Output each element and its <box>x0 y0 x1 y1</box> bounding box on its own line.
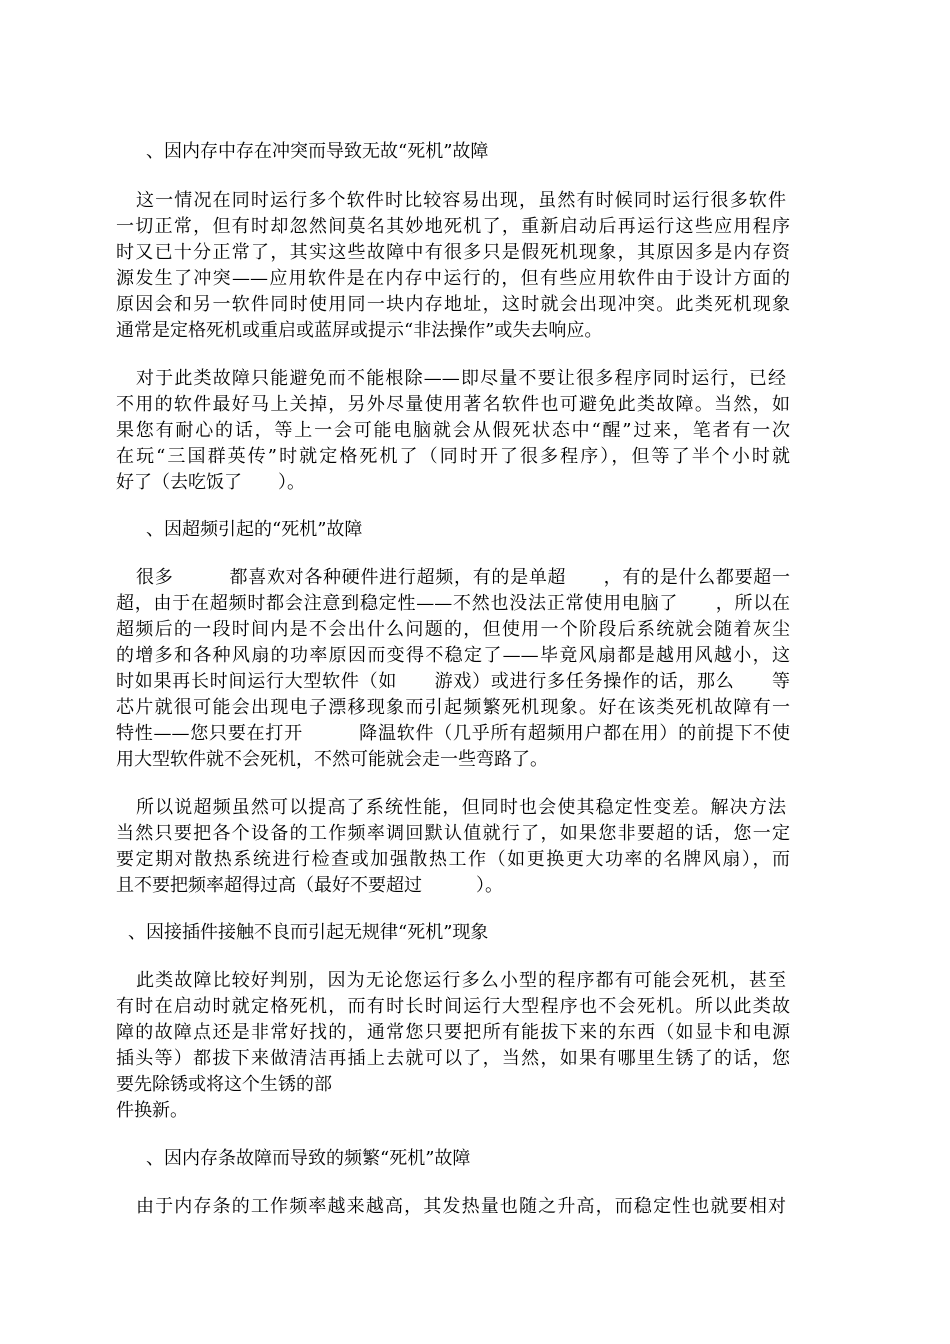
paragraph-line: 超频后的一段时间内是不会出什么问题的，但使用一个阶段后系统就会随着灰尘 <box>116 619 790 640</box>
paragraph-line: 超，由于在超频时都会注意到稳定性——不然也没法正常使用电脑了 ，所以在 <box>116 593 790 614</box>
section-heading: 、因内存条故障而导致的频繁“死机”故障 <box>146 1148 471 1169</box>
paragraph-line: 有时在启动时就定格死机，而有时长时间运行大型程序也不会死机。所以此类故 <box>116 996 790 1017</box>
paragraph-line: 时又已十分正常了，其实这些故障中有很多只是假死机现象，其原因多是内存资 <box>116 242 790 263</box>
paragraph-line: 对于此类故障只能避免而不能根除——即尽量不要让很多程序同时运行，已经 <box>136 368 786 389</box>
paragraph-line: 当然只要把各个设备的工作频率调回默认值就行了，如果您非要超的话，您一定 <box>116 823 790 844</box>
section-heading: 、因超频引起的“死机”故障 <box>146 519 363 540</box>
paragraph-line: 件换新。 <box>116 1100 188 1121</box>
section-heading: 、因接插件接触不良而引起无规律“死机”现象 <box>128 922 489 943</box>
paragraph-line: 用大型软件就不会死机，不然可能就会走一些弯路了。 <box>116 749 548 770</box>
paragraph-line: 要先除锈或将这个生锈的部 <box>116 1074 332 1095</box>
paragraph-line: 一切正常，但有时却忽然间莫名其妙地死机了，重新启动后再运行这些应用程序 <box>116 216 790 237</box>
paragraph-line: 源发生了冲突——应用软件是在内存中运行的，但有些应用软件由于设计方面的 <box>116 268 790 289</box>
paragraph-line: 这一情况在同时运行多个软件时比较容易出现，虽然有时候同时运行很多软件 <box>136 190 786 211</box>
section-heading: 、因内存中存在冲突而导致无故“死机”故障 <box>146 141 489 162</box>
paragraph-line: 好了（去吃饭了 ）。 <box>116 472 305 493</box>
paragraph-line: 此类故障比较好判别，因为无论您运行多么小型的程序都有可能会死机，甚至 <box>136 970 786 991</box>
paragraph-line: 不用的软件最好马上关掉，另外尽量使用著名软件也可避免此类故障。当然，如 <box>116 394 790 415</box>
paragraph-line: 芯片就很可能会出现电子漂移现象而引起频繁死机现象。好在该类死机故障有一 <box>116 697 790 718</box>
paragraph-line: 插头等）都拔下来做清洁再插上去就可以了，当然，如果有哪里生锈了的话，您 <box>116 1048 790 1069</box>
paragraph-line: 果您有耐心的话，等上一会可能电脑就会从假死状态中“醒”过来，笔者有一次 <box>116 420 790 441</box>
paragraph-line: 且不要把频率超得过高（最好不要超过 ）。 <box>116 875 503 896</box>
paragraph-line: 要定期对散热系统进行检查或加强散热工作（如更换更大功率的名牌风扇），而 <box>116 849 790 870</box>
paragraph-line: 时如果再长时间运行大型软件（如 游戏）或进行多任务操作的话，那么 等 <box>116 671 790 692</box>
paragraph-line: 很多 都喜欢对各种硬件进行超频，有的是单超 ，有的是什么都要超一 <box>136 567 790 588</box>
paragraph-line: 障的故障点还是非常好找的，通常您只要把所有能拔下来的东西（如显卡和电源 <box>116 1022 790 1043</box>
paragraph-line: 由于内存条的工作频率越来越高，其发热量也随之升高，而稳定性也就要相对 <box>136 1196 786 1217</box>
paragraph-line: 通常是定格死机或重启或蓝屏或提示“非法操作”或失去响应。 <box>116 320 603 341</box>
paragraph-line: 的增多和各种风扇的功率原因而变得不稳定了——毕竟风扇都是越用风越小，这 <box>116 645 790 666</box>
paragraph-line: 原因会和另一软件同时使用同一块内存地址，这时就会出现冲突。此类死机现象 <box>116 294 790 315</box>
paragraph-line: 特性——您只要在打开 降温软件（几乎所有超频用户都在用）的前提下不使 <box>116 723 790 744</box>
paragraph-line: 所以说超频虽然可以提高了系统性能，但同时也会使其稳定性变差。解决方法 <box>136 797 786 818</box>
paragraph-line: 在玩“三国群英传”时就定格死机了（同时开了很多程序），但等了半个小时就 <box>116 446 790 467</box>
